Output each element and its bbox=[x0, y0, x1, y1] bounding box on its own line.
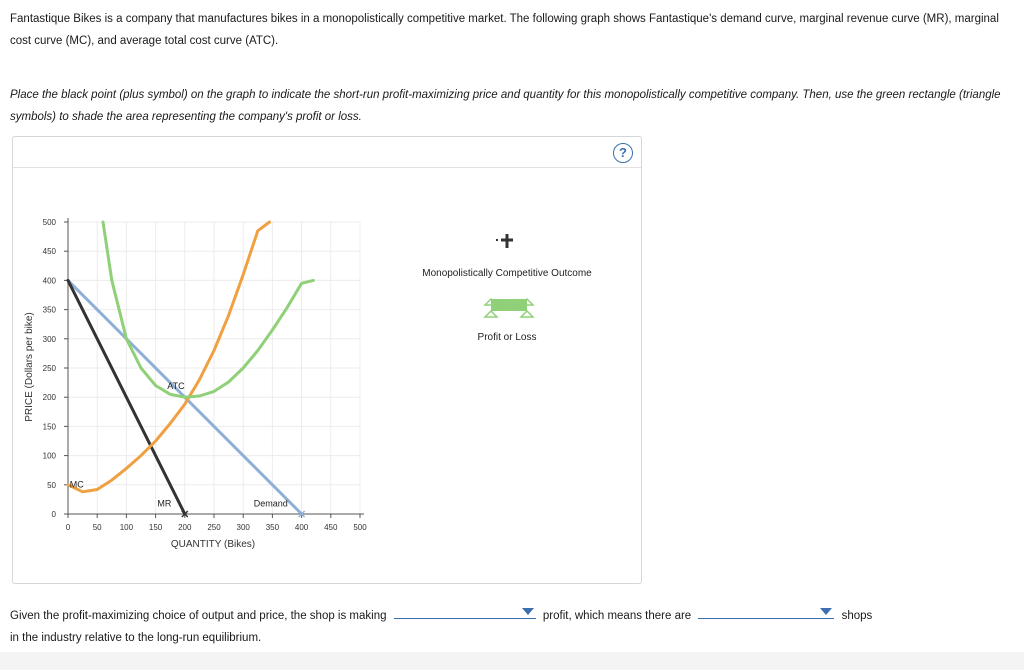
demand-label: Demand bbox=[253, 498, 288, 509]
question-part2: profit, which means there are bbox=[542, 610, 692, 622]
help-icon[interactable]: ? bbox=[613, 143, 633, 163]
y-tick-label: 450 bbox=[42, 247, 56, 257]
mc-label: MC bbox=[69, 479, 84, 490]
problem-instructions: Place the black point (plus symbol) on the graph to indicate the short-run profit-maximizing price and quantity for this monopolistically competitive company. Then, use the green rectangle (triangle symbols) to shade the area representing the company's profit or loss. bbox=[10, 89, 1001, 123]
chevron-down-icon bbox=[820, 608, 832, 615]
footer-band bbox=[0, 652, 1024, 670]
x-tick-label: 100 bbox=[119, 523, 134, 532]
area-tool-label: Profit or Loss bbox=[477, 332, 537, 343]
question-part3: shops bbox=[841, 610, 873, 622]
x-tick-label: 300 bbox=[236, 523, 250, 532]
question-block bbox=[10, 604, 1020, 649]
x-tick-label: 50 bbox=[92, 523, 102, 532]
area-tool[interactable] bbox=[485, 299, 533, 317]
atc-label: ATC bbox=[167, 381, 185, 392]
chevron-down-icon bbox=[522, 608, 534, 615]
x-tick-label: 0 bbox=[65, 523, 71, 532]
y-axis-title: PRICE (Dollars per bike) bbox=[24, 312, 35, 422]
problem-intro: Fantastique Bikes is a company that manufactures bikes in a monopolistically competitive market. The following graph shows Fantastique's demand curve, marginal revenue curve (MR), marginal cost curve (MC), and average total cost curve (ATC). bbox=[10, 13, 999, 47]
x-tick-label: 200 bbox=[178, 523, 192, 532]
question-part4: in the industry relative to the long-run equilibrium. bbox=[10, 632, 262, 644]
point-tool[interactable] bbox=[496, 234, 513, 248]
y-tick-label: 100 bbox=[42, 451, 56, 461]
y-tick-label: 200 bbox=[42, 393, 56, 403]
y-tick-label: 50 bbox=[47, 480, 56, 490]
triangle-icon-br bbox=[521, 311, 533, 317]
y-tick-label: 400 bbox=[42, 276, 56, 286]
triangle-icon-bl bbox=[485, 311, 497, 317]
curve-labels bbox=[70, 381, 288, 508]
x-tick-label: 250 bbox=[207, 523, 221, 532]
shop-count-dropdown[interactable] bbox=[698, 604, 834, 619]
y-tick-label: 500 bbox=[42, 218, 56, 227]
x-tick-label: 500 bbox=[353, 523, 367, 532]
x-tick-label: 150 bbox=[148, 523, 163, 532]
y-tick-label: 150 bbox=[42, 422, 56, 432]
point-tool-label: Monopolistically Competitive Outcome bbox=[422, 268, 592, 279]
curves bbox=[68, 222, 313, 517]
x-tick-label: 450 bbox=[324, 523, 338, 532]
y-tick-label: 350 bbox=[42, 305, 56, 315]
y-tick-label: 250 bbox=[42, 364, 56, 373]
question-part1: Given the profit-maximizing choice of output and price, the shop is making bbox=[10, 610, 387, 622]
x-tick-label: 400 bbox=[294, 523, 309, 532]
graph-panel bbox=[12, 136, 642, 584]
profit-type-dropdown[interactable] bbox=[394, 604, 536, 619]
y-tick-label: 300 bbox=[42, 334, 56, 344]
x-axis-title: QUANTITY (Bikes) bbox=[170, 539, 256, 550]
graph-svg[interactable] bbox=[13, 137, 641, 583]
y-tick-label: 0 bbox=[51, 510, 56, 519]
x-tick-label: 350 bbox=[265, 523, 280, 532]
mr-label: MR bbox=[157, 498, 172, 509]
